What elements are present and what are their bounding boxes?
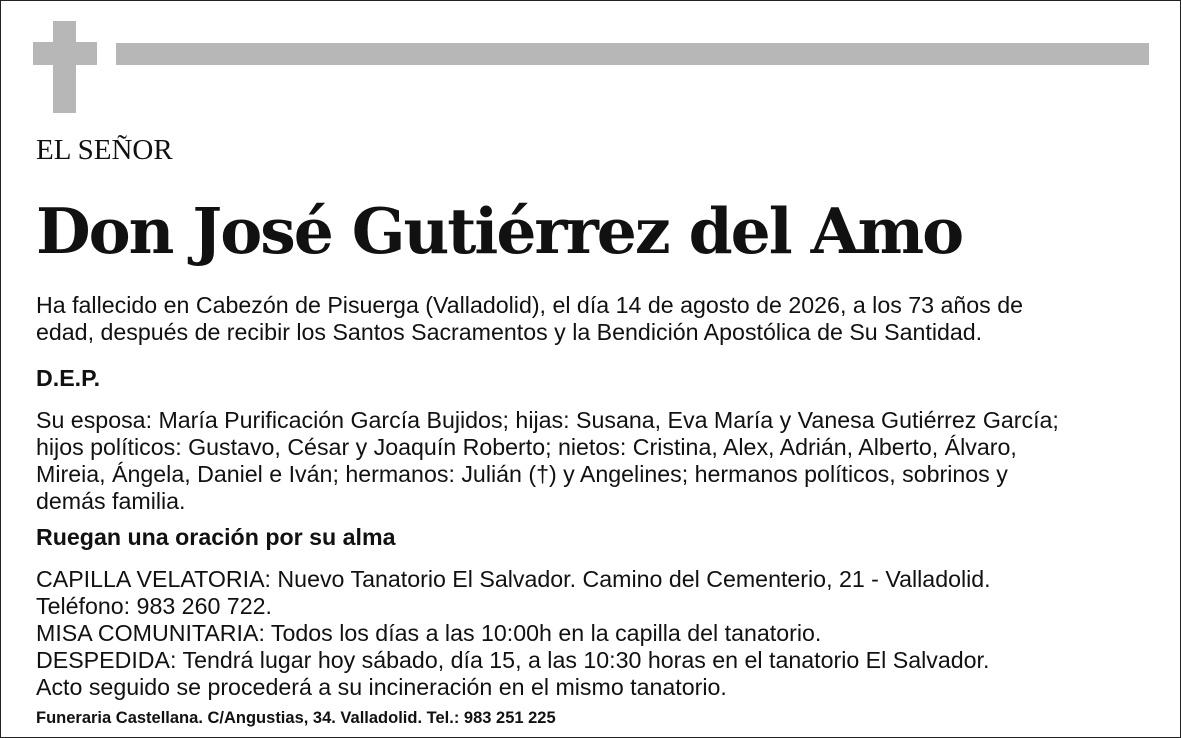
family-line: Su esposa: María Purificación García Bujidos; hijas: Susana, Eva María y Vanesa Gutiérrez García;	[36, 407, 1059, 433]
funeral-home-footer: Funeraria Castellana. C/Angustias, 34. Valladolid. Tel.: 983 251 225	[36, 709, 556, 727]
details-line: DESPEDIDA: Tendrá lugar hoy sábado, día 15, a las 10:30 horas en el tanatorio El Salvador.	[36, 647, 990, 673]
title-prefix: EL SEÑOR	[36, 134, 173, 166]
details-line: MISA COMUNITARIA: Todos los días a las 10:00h en la capilla del tanatorio.	[36, 620, 822, 646]
announcement-paragraph	[36, 292, 1146, 346]
family-line: demás familia.	[36, 488, 186, 514]
deceased-name: Don José Gutiérrez del Amo	[36, 194, 963, 268]
details-line: CAPILLA VELATORIA: Nuevo Tanatorio El Salvador. Camino del Cementerio, 21 - Valladolid.	[36, 566, 991, 592]
cross-icon	[53, 21, 76, 113]
prayer-request: Ruegan una oración por su alma	[36, 524, 396, 550]
family-line: Mireia, Ángela, Daniel e Iván; hermanos: Julián (†) y Angelines; hermanos políticos, sobrinos y	[36, 461, 1008, 487]
dep-label: D.E.P.	[36, 365, 101, 391]
announcement-line: edad, después de recibir los Santos Sacramentos y la Bendición Apostólica de Su Santidad.	[36, 319, 983, 345]
service-details	[36, 566, 1146, 701]
details-line: Teléfono: 983 260 722.	[36, 593, 272, 619]
family-line: hijos políticos: Gustavo, César y Joaquín Roberto; nietos: Cristina, Alex, Adrián, Alberto, Álvaro,	[36, 434, 1017, 460]
family-paragraph	[36, 407, 1146, 515]
announcement-line: Ha fallecido en Cabezón de Pisuerga (Valladolid), el día 14 de agosto de 2026, a los 73 años de	[36, 292, 1024, 318]
details-line: Acto seguido se procederá a su incineración en el mismo tanatorio.	[36, 674, 727, 700]
header-divider-bar	[116, 43, 1149, 65]
cross-icon-crossbar	[33, 42, 97, 65]
